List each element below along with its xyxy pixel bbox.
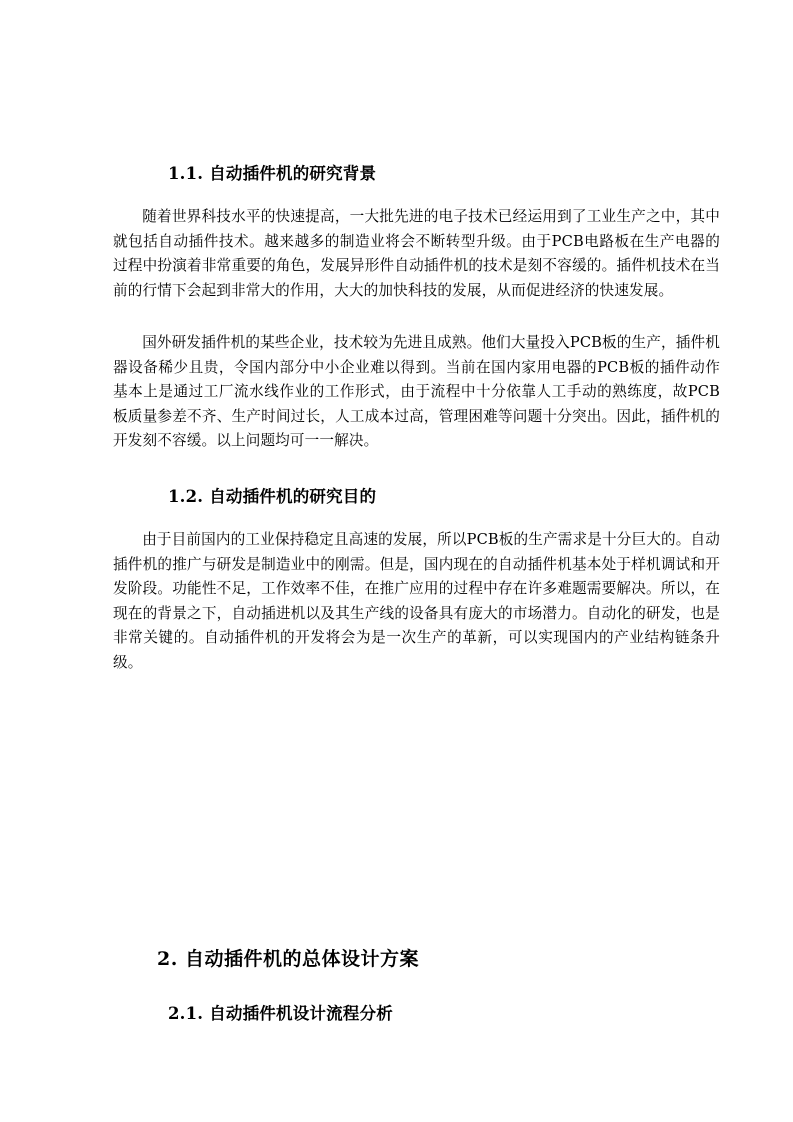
paragraph-1-2-a: 由于目前国内的工业保持稳定且高速的发展，所以PCB板的生产需求是十分巨大的。自动插件机的推广与研发是制造业中的刚需。但是，国内现在的自动插件机基本处于样机调试和开发阶段。功能性不足，工作效率不佳，在推广应用的过程中存在许多难题需要解决。所以，在现在的背景之下，自动插进机以及其生产线的设备具有庞大的市场潜力。自动化的研发，也是非常关键的。自动插件机的开发将会为是一次生产的革新，可以实现国内的产业结构链条升级。 <box>113 531 720 671</box>
section-heading-1-2: 1.2. 自动插件机的研究目的 <box>168 487 377 506</box>
section-heading-2-1: 2.1. 自动插件机设计流程分析 <box>168 1004 393 1023</box>
paragraph-1-1-b: 国外研发插件机的某些企业，技术较为先进且成熟。他们大量投入PCB板的生产，插件机器设备稀少且贵，令国内部分中小企业难以得到。当前在国内家用电器的PCB板的插件动作基本上是通过工厂流水线作业的工作形式，由于流程中十分依靠人工手动的熟练度，故PCB板质量参差不齐、生产时间过长，人工成本过高，管理困难等问题十分突出。因此，插件机的开发刻不容缓。以上问题均可一一解决。 <box>113 334 720 449</box>
section-heading-1-1: 1.1. 自动插件机的研究背景 <box>168 164 377 183</box>
paragraph-1-1-a: 随着世界科技水平的快速提高，一大批先进的电子技术已经运用到了工业生产之中，其中就包括自动插件技术。越来越多的制造业将会不断转型升级。由于PCB电路板在生产电器的过程中扮演着非常重要的角色，发展异形件自动插件机的技术是刻不容缓的。插件机技术在当前的行情下会起到非常大的作用，大大的加快科技的发展，从而促进经济的快速发展。 <box>113 208 720 299</box>
chapter-heading-2: 2. 自动插件机的总体设计方案 <box>157 948 419 970</box>
